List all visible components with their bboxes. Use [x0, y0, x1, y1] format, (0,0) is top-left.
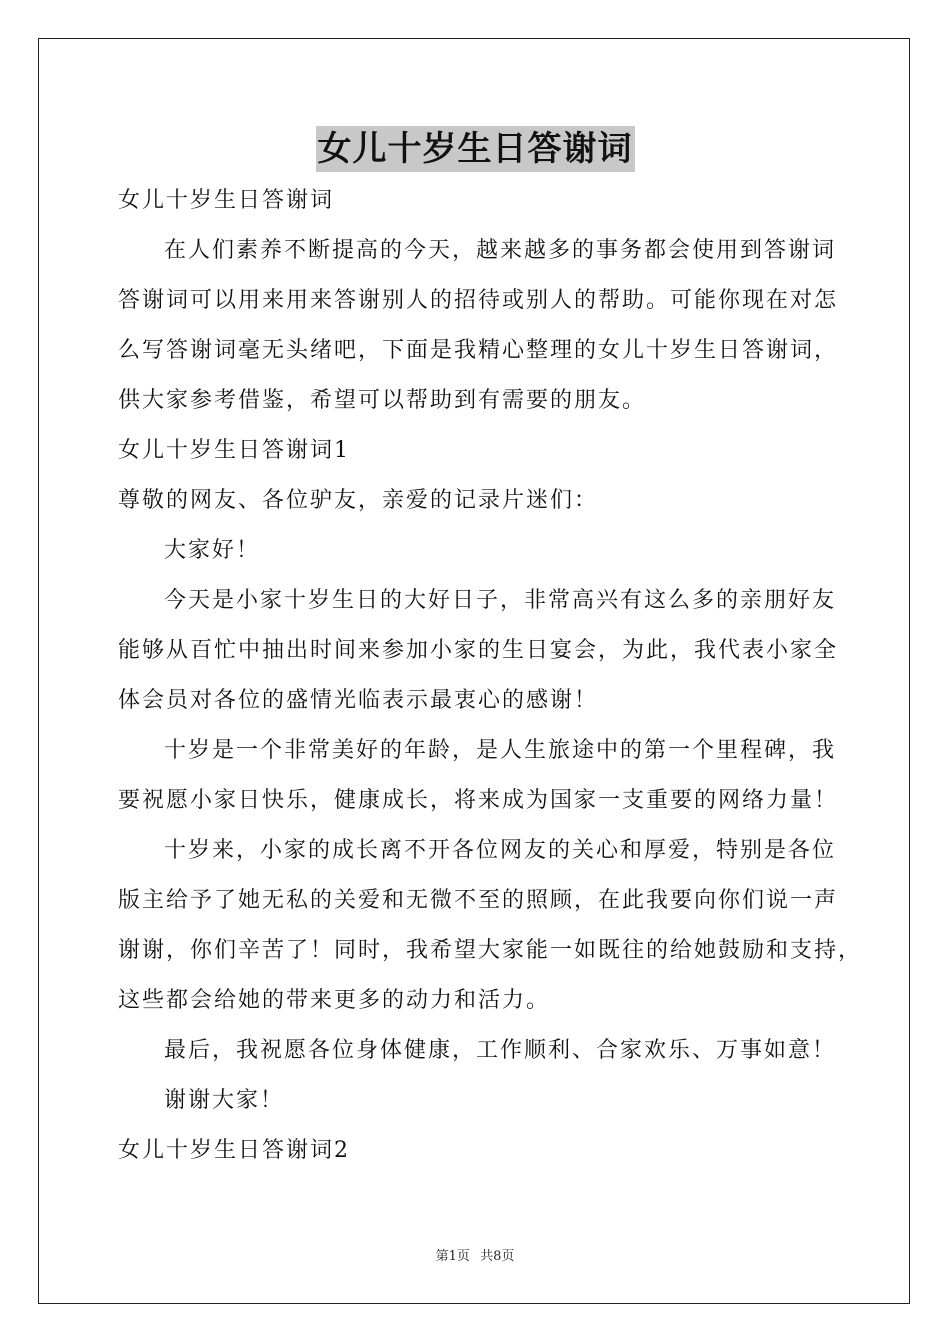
- page-total: 共8页: [480, 1249, 515, 1264]
- text-line: 十岁来，小家的成长离不开各位网友的关心和厚爱，特别是各位: [164, 838, 837, 863]
- page-number: 第1页: [435, 1249, 470, 1264]
- document-title: 女儿十岁生日答谢词: [316, 126, 635, 172]
- text-line: 体会员对各位的盛情光临表示最衷心的感谢！: [118, 688, 599, 713]
- text-line: 最后，我祝愿各位身体健康，工作顺利、合家欢乐、万事如意！: [164, 1038, 837, 1063]
- text-line: 今天是小家十岁生日的大好日子，非常高兴有这么多的亲朋好友: [164, 588, 837, 613]
- text-line: 么写答谢词毫无头绪吧，下面是我精心整理的女儿十岁生日答谢词，: [118, 338, 839, 363]
- text-line: 谢谢大家！: [164, 1088, 285, 1113]
- text-line: 供大家参考借鉴，希望可以帮助到有需要的朋友。: [118, 388, 647, 413]
- text-line: 十岁是一个非常美好的年龄，是人生旅途中的第一个里程碑，我: [164, 738, 837, 763]
- text-line: 版主给予了她无私的关爱和无微不至的照顾，在此我要向你们说一声: [118, 888, 839, 913]
- text-line: 尊敬的网友、各位驴友，亲爱的记录片迷们：: [118, 488, 599, 513]
- document-body: [118, 176, 863, 1176]
- text-line: 女儿十岁生日答谢词1: [118, 438, 350, 463]
- text-line: 答谢词可以用来用来答谢别人的招待或别人的帮助。可能你现在对怎: [118, 288, 839, 313]
- text-line: 大家好！: [164, 538, 261, 563]
- text-line: 女儿十岁生日答谢词2: [118, 1138, 350, 1163]
- text-line: 能够从百忙中抽出时间来参加小家的生日宴会，为此，我代表小家全: [118, 638, 839, 663]
- text-line: 在人们素养不断提高的今天，越来越多的事务都会使用到答谢词: [164, 238, 837, 263]
- page-footer: [0, 1245, 950, 1264]
- text-line: 谢谢，你们辛苦了！同时，我希望大家能一如既往的给她鼓励和支持，: [118, 938, 863, 963]
- text-line: 女儿十岁生日答谢词: [118, 188, 335, 213]
- title-area: [0, 126, 950, 172]
- text-line: 要祝愿小家日快乐，健康成长，将来成为国家一支重要的网络力量！: [118, 788, 839, 813]
- text-line: 这些都会给她的带来更多的动力和活力。: [118, 988, 551, 1013]
